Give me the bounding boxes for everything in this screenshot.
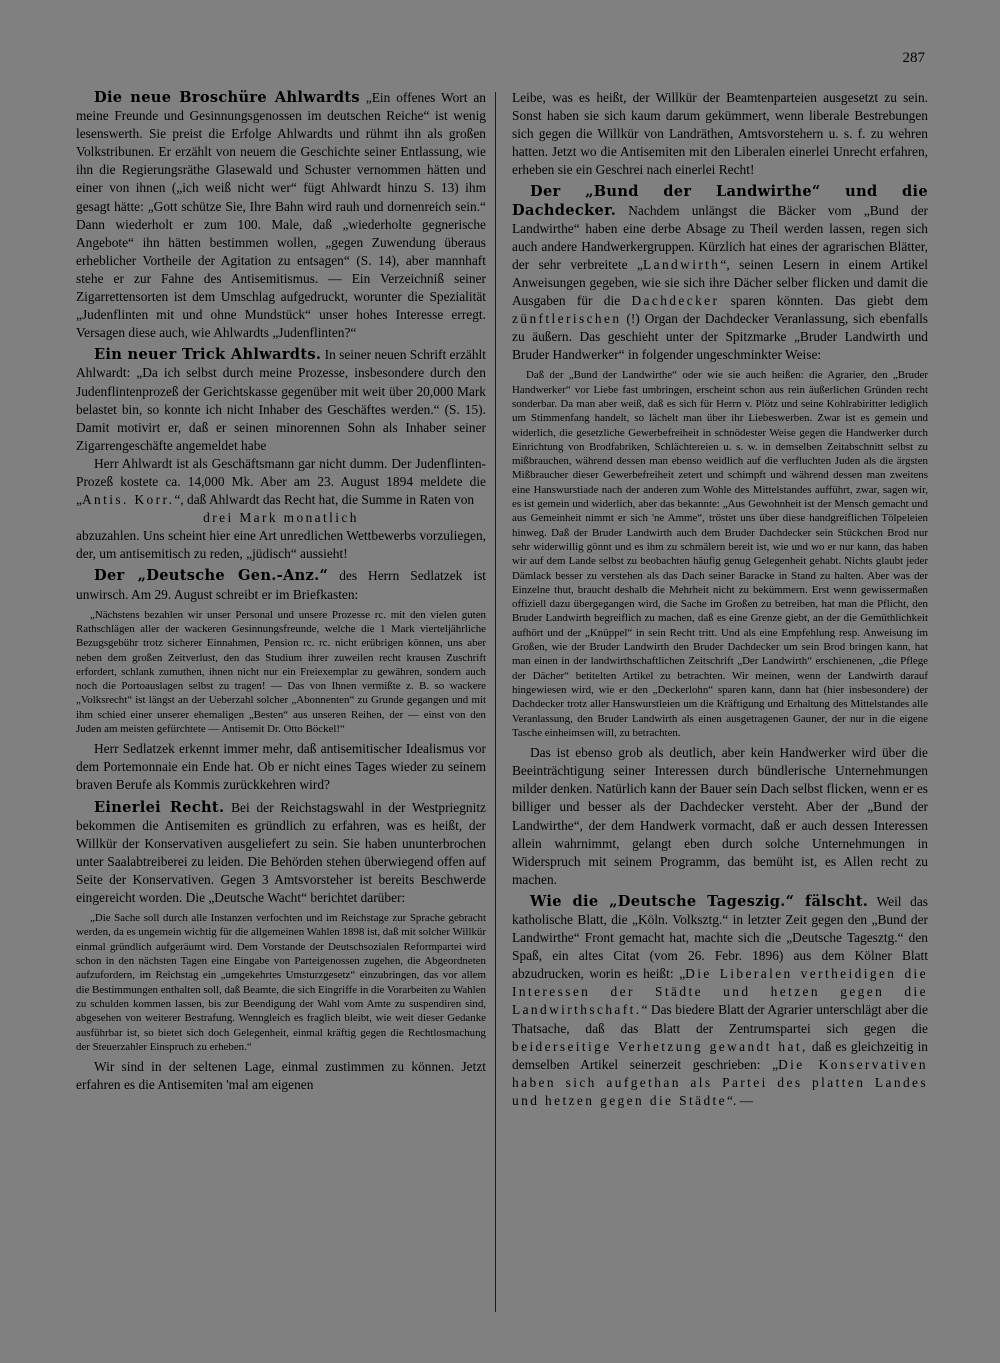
article-paragraph: [76, 455, 486, 509]
text-run: “ Das biedere Blatt der Agrarier unterschlägt aber die Thatsache, daß das Blatt der Zentrumspartei sich gegen die: [512, 1002, 928, 1036]
page-number: 287: [902, 50, 925, 66]
column-divider: [495, 92, 496, 1312]
centered-spaced-line: drei Mark monatlich: [203, 510, 359, 526]
article-ahlwardt-trick: [76, 346, 486, 455]
article-paragraph: Wir sind in der seltenen Lage, einmal zustimmen zu können. Jetzt erfahren es die Antisemiten 'mal am eigenen: [76, 1059, 486, 1093]
spaced-text: beiderseitige Verhetzung gewandt hat,: [512, 1038, 808, 1054]
article-body: „Ein offenes Wort an meine Freunde und Gesinnungsgenossen im deutschen Reiche“ ist wenig lesenswerth. Sie preist die Erfolge Ahlwardts und rühmt ihn als großen Volkstribunen. Er erzählt von neuem die Geschichte seiner Entlassung, wie ihn die Regierungsräthe Glasewald und Schuster vernommen hätten und einer von ihnen („ich weiß nicht wer“ fügt Ahlwardt hinzu S. 13) ihm gesagt hätte: „Gott schütze Sie, Ihre Bahn wird rauh und dornenreich sein.“ Dann wiederholt er zum 100. Male, daß „wiederholte gegnerische Angebote“ ihn hätten bestimmen wollen, „gegen Zuwendung überaus erheblicher Vortheile der Agitation zu entsagen“ (S. 14), aber mannhaft stehe er zur Fahne des Antisemitismus. — Ein Verzeichniß seiner Zigarrettensorten ist dem Umschlag aufgedruckt, worunter die Spezialität „Judenflinten mit und ohne Mundstück“ unser hohes Interesse erregt. Versagen diese auch, wie Ahlwardts „Judenflinten?“: [76, 90, 486, 341]
article-body: Bei der Reichstagswahl in der Westpriegnitz bekommen die Antisemiten es gründlich zu erfahren, was es heißt, der Willkür der Konservativen ausgeliefert zu sein. Sie haben ununterbrochen unter Saalabtreiberei zu leiden. Die Behörden stehen überwiegend offen auf Seite der Konservativen. Gegen 3 Amtsvorsteher ist bereits Beschwerde eingereicht worden. Die „Deutsche Wacht“ berichtet darüber:: [76, 799, 486, 906]
spaced-text: Die Konservativen haben sich aufgethan als Partei des platten Landes und hetzen gegen die Städte: [512, 1056, 928, 1108]
article-headline: Die neue Broschüre Ahlwardts: [94, 89, 360, 106]
article-headline: Einerlei Recht.: [94, 798, 225, 816]
spaced-text: Antis. Korr.: [81, 492, 175, 508]
text-run: daß es gleichzeitig in demselben Artikel seinerzeit geschrieben: „: [512, 1038, 928, 1072]
text-run: sparen könnten. Das giebt dem: [719, 293, 928, 309]
article-body: In seiner neuen Schrift erzählt Ahlwardt: „Da ich selbst durch meine Prozesse, insbesondere durch den Judenflintenprozeß der Gerichtskasse gegenüber mit weit über 20,000 Mark belastet bin, so konnte ich nicht Inhaber des Geschäftes werden.“ (S. 15). Damit motivirt er, daß er seinen minorennen Sohn als Inhaber seiner Zigarrengeschäfte angemeldet habe: [76, 347, 486, 453]
quote-text: Daß der „Bund der Landwirthe“ oder wie sie auch heißen: die Agrarier, den „Bruder Handwerker“ vor Liebe fast umbringen, erscheint schon aus rein äußerlichen Gründen recht sonderbar. Da man aber weiß, daß es sich für Herrn v. Plötz und seine Kohlrabiritter lediglich um Stimmenfang handelt, so lächelt man über ihr Liebeswerben. Zwar ist es gemein und widerlich, die gesetzliche Gewerbefreiheit in schnödester Weise gegen die Handwerker durch Einrichtung von Brodfabriken, Schlächtereien u. s. w. in demselben Zeitabschnitt selbst zu mißbrauchen, während dessen man ebenso weidlich auf die verfluchten Juden als die ärgsten Mißbraucher dieser Gewerbefreiheit zetert und schimpft und während dessen man zweitens eine Hanswurstiade nach der anderen zum Wohle des Mittelstandes aufführt, zwar, sagen wir, es ist gemein und widerlich, aber das bekannte: „Aus Gewohnheit ist der Mensch gemacht und aus Gemeinheit nimmt er sich 'ne Amme“, tröstet uns über diese handgreiflichen Tölpeleien hinweg. Daß der Bruder Landwirth auch dem Bruder Dachdecker sein Stückchen Brod nur sehr widerwillig gönnt und es ihm zu schmälern bereit ist, wie und wo er nur kann, das haben wir auf dem Lande selbst zu beobachten häufig genug Gelegenheit gehabt. Nichts glaubt jeder Dämlack besser zu verstehen als das Dach seiner Baracke in Stand zu halten. Aber was der Einzelne thut, braucht deshalb die Mehrheit nicht zu bekümmern. Erst wenn gewissermaßen offiziell dazu übergegangen wird, die Sache im Großen zu betreiben, hat man die Pflicht, den Bruder Landwirth begreiflich zu machen, daß es eine Grenze giebt, an der die Gemüthlichkeit aufhört und der „Knüppel“ in sein Recht tritt. Und als eine Empfehlung resp. Anweisung im Großen, wie der Bruder Landwirth den Bruder Dachdecker um sein Brod bringen kann, hat man einen in der landwirthschaftlichen Zeitschrift „Der Landwirth“ erschienenen, „die Pflege der Dächer“ betitelten Artikel zu betrachten. Wir meinen, wenn der Landwirth darauf hingewiesen wird, wie er den „Deckerlohn“ sparen kann, dann hat (hier insbesondere) der Dachdecker trotz aller Hanswurstleien um die Kräftigung und Erhaltung des Mittelstandes alle Veranlassung, den Bruder Landwirth als einen ausgetragenen Gauner, der nur in die eigene Tasche einheimsen will, zu betrachten.: [512, 369, 928, 739]
article-deutsche-gen-anz: [76, 567, 486, 603]
text-run: (!) Organ der Dachdecker Veranlassung, sich ebenfalls zu äußern. Das geschieht unter der Spitzmarke „Bruder Landwirth und Bruder Handwerker“ in folgender ungeschminkter Weise:: [512, 311, 928, 363]
article-body: des Herrn Sedlatzek ist unwirsch. Am 29. August schreibt er im Briefkasten:: [76, 568, 486, 602]
block-quote: [76, 911, 486, 1054]
article-headline: Wie die „Deutsche Tageszig.“ fälscht.: [530, 892, 869, 910]
article-headline: Der „Bund der Landwirthe“ und die Dachdecker.: [512, 183, 928, 219]
article-ahlwardt-brochure: [76, 89, 486, 342]
text-run: Herr Ahlwardt ist als Geschäftsmann gar nicht dumm. Der Judenflinten-Prozeß kostete ca. 14,000 Mk. Aber am 23. August 1894 meldete die „: [76, 455, 486, 508]
block-quote: [76, 608, 486, 737]
article-headline: Der „Deutsche Gen.-Anz.“: [94, 567, 329, 585]
article-paragraph: Herr Sedlatzek erkennt immer mehr, daß antisemitischer Idealismus vor dem Portemonnaie ein Ende hat. Ob er nicht eines Tages wieder zu seinem braven Berufe als Kommis zurückkehren wird?: [76, 741, 486, 793]
article-headline: Ein neuer Trick Ahlwardts.: [94, 346, 322, 364]
quote-text: „Nächstens bezahlen wir unser Personal und unsere Prozesse rc. mit den vielen guten Rathschlägen aller der wackeren Gesinnungsfreunde, welche die 1 Mark vierteljährliche Bezugsgebühr trotz sicherer Einnahmen, Pension rc. rc. nicht erübrigen können, uns aber neben dem großen Zeitverlust, den das Studium ihrer zuweilen recht krausen Zuschrift erfordert, schlank zumuthen, ihnen nicht nur ein Freiexemplar zu gewähren, sondern auch noch die Portoauslagen selbst zu tragen! — Das von Ihnen vermißte z. B. so wackere „Volksrecht“ ist längst an der Ueberzahl solcher „Abonnenten“ zu Grunde gegangen und mit ihm schied einer unserer ehemaligen „Besten“ aus unseren Reihen, der — einst von den Juden am meisten gefürchtete — Antisemit Dr. Otto Böckel!“: [76, 608, 486, 735]
article-tagesztg-faelscht: [512, 893, 928, 1110]
left-column: [76, 89, 486, 1094]
text-run: Nachdem unlängst die Bäcker vom „Bund der Landwirthe“ haben eine derbe Absage zu Theil werden lassen, regen sich auch andere Handwerkergruppen. Kürzlich hat eines der agrarischen Blätter, der sehr verbreitete „: [512, 202, 928, 272]
block-quote: [512, 368, 928, 740]
spaced-text: zünftlerischen: [512, 311, 622, 327]
article-paragraph: abzuzahlen. Uns scheint hier eine Art unredlichen Wettbewerbs vorzuliegen, der, um antisemitisch zu reden, „jüdisch“ aussieht!: [76, 528, 486, 562]
text-run: Weil das katholische Blatt, die „Köln. Volksztg.“ in letzter Zeit gegen den „Bund der Landwirthe“ Front gemacht hat, machte sich die „Deutsche Tagesztg.“ den Spaß, ein altes Citat (vom 26. Febr. 1896) aus dem Kölner Blatt abzudrucken, worin es heißt: „: [512, 893, 928, 982]
article-bund-dachdecker: [512, 183, 928, 364]
text-run: “. —: [727, 1092, 754, 1108]
spaced-text: Dachdecker: [631, 293, 720, 309]
article-paragraph: Leibe, was es heißt, der Willkür der Beamtenparteien ausgesetzt zu sein. Sonst haben sie sich kaum darum gekümmert, wenn liberale Bestrebungen sich gegen die Willkür von Landräthen, Amtsvorstehern u. s. f. zu wehren hatten. Jetzt wo die Antisemiten mit den Liberalen einerlei Unrecht erfahren, erheben sie ein Geschrei nach einerlei Recht!: [512, 90, 928, 178]
article-paragraph: Das ist ebenso grob als deutlich, aber kein Handwerker wird über die Beeinträchtigung seiner Interessen durch bündlerische Unternehmungen milder denken. Natürlich kann der Bauer sein Dach selbst flicken, wenn er es billiger und besser als der Dachdecker versteht. Aber der „Bund der Landwirthe“, der dem Handwerk vormacht, daß er auch dessen Interessen allein wahrnimmt, gelangt eben durch solche Unternehmungen in Widerspruch mit seinem Programm, das bemüht ist, es Allen recht zu machen.: [512, 745, 928, 887]
text-run: “, daß Ahlwardt das Recht hat, die Summe in Raten von: [174, 492, 475, 508]
article-einerlei-recht: [76, 799, 486, 908]
spaced-text: Landwirth: [643, 256, 721, 272]
spaced-text: Die Liberalen vertheidigen die Interessen der Städte und hetzen gegen die Landwirthschaft.: [512, 966, 928, 1018]
right-column: [512, 89, 928, 1110]
text-run: “, seinen Lesern in einem Artikel Anweisungen gegeben, wie sie sich ihre Dächer selber flicken und damit die Ausgaben für die: [512, 256, 929, 309]
quote-text: „Die Sache soll durch alle Instanzen verfochten und im Reichstage zur Sprache gebracht werden, da es ungemein wichtig für die allgemeinen Wahlen 1898 ist, daß mit solcher Willkür einmal gründlich aufgeräumt wird. Dem Vorstande der Deutschsozialen Reformpartei wird schon in den nächsten Tagen eine Eingabe von Parteigenossen zugehen, die Abgeordneten aufzufordern, im Reichstag ein „umgekehrtes Umsturzgesetz“ einzubringen, das vor allem die Bestimmungen enthalten soll, daß Beamte, die sich Eingriffe in die Vorarbeiten zu Wahlen zu schulden kommen lassen, bis zur Beendigung der Wahl vom Amte zu suspendiren sind, abgesehen von weiterer Bestrafung. Wenngleich es fraglich bleibt, wie weit dieser Gedanke ausführbar ist, so bietet sich doch Gelegenheit, einmal kräftig gegen die Rechtlosmachung der Steuerzahler Einspruch zu erheben.“: [76, 912, 486, 1053]
